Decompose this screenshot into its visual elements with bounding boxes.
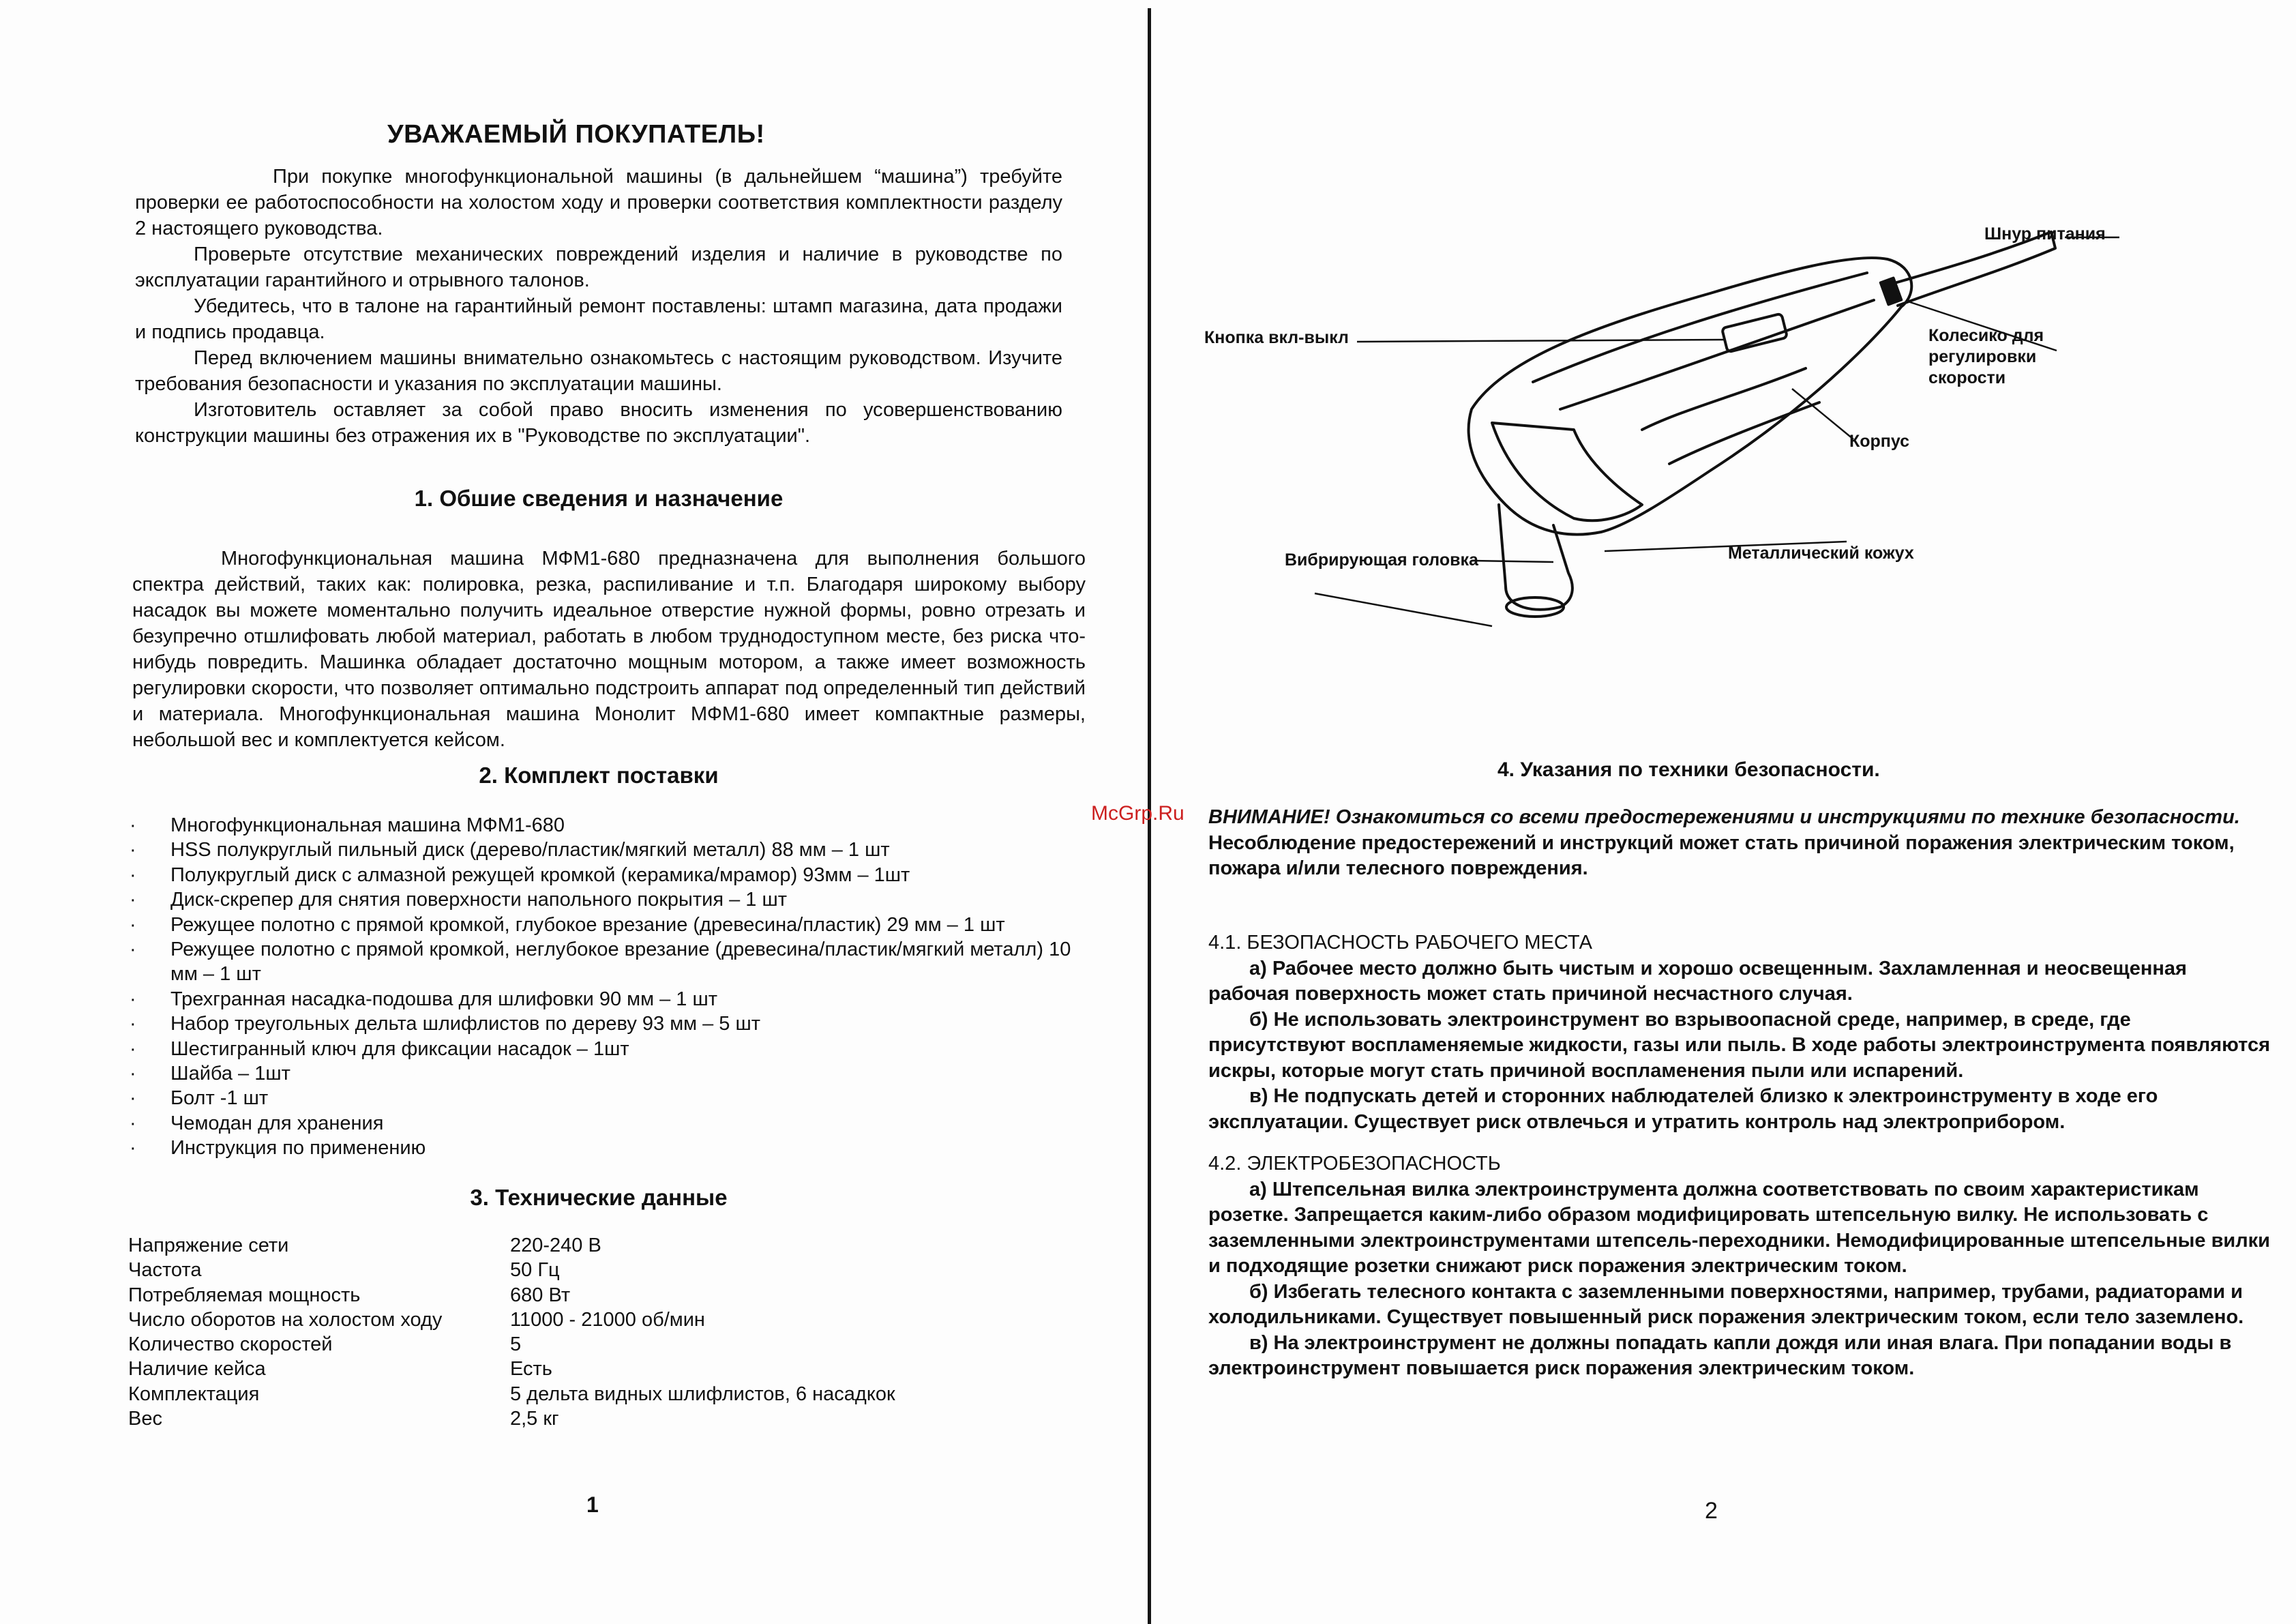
kit-item: · Многофункциональная машина МФМ1-680 [130, 813, 1084, 838]
section-4-2-title: 4.2. ЭЛЕКТРОБЕЗОПАСНОСТЬ [1208, 1153, 1501, 1175]
section-3-title: 3. Технические данные [470, 1185, 728, 1210]
kit-item: · Диск-скрепер для снятия поверхности напольного покрытия – 1 шт [130, 887, 1084, 912]
kit-item: · Трехгранная насадка-подошва для шлифовки 90 мм – 1 шт [130, 987, 1084, 1012]
page-number: 1 [586, 1492, 599, 1517]
spec-row: Напряжение сети 220-240 В [128, 1235, 601, 1256]
callout-metal-cover: Металлический кожух [1728, 544, 1914, 563]
spec-row: Частота 50 Гц [128, 1259, 560, 1282]
intro-paragraph: Изготовитель оставляет за собой право вносить изменения по усовершенствованию конструкции машины без отражения их в "Руководстве по эксплуатации". [135, 399, 1062, 447]
kit-item: · Набор треугольных дельта шлифлистов по дереву 93 мм – 5 шт [130, 1012, 1084, 1036]
section-1-text: Многофункциональная машина МФМ1-680 предназначена для выполнения большого спектра действий, таких как: полировка, резка, распиливание и т.п. Благодаря широкому выбору насадок вы можете моментально получить идеальное отверстие нужной формы, ровно отрезать и безупречно отшлифовать любой материал, работать в любом труднодоступном месте, без риска что-нибудь повредить. Машинка обладает достаточно мощным мотором, а также имеет возможность регулировки скорости, что позволяет оптимально подстроить аппарат под определенный тип действий и материала. Многофункциональная машина Монолит МФМ1-680 имеет компактные размеры, небольшой вес и комплектуется кейсом. [132, 548, 1086, 751]
callout-vibrating-head: Вибрирующая головка [1285, 550, 1478, 570]
watermark: McGrp.Ru [1091, 802, 1184, 825]
callout-body: Корпус [1849, 432, 1910, 451]
spec-table [128, 1233, 895, 1431]
spec-row: Потребляемая мощность 680 Вт [128, 1284, 571, 1306]
section-2-title: 2. Комплект поставки [479, 763, 719, 788]
kit-item: · Инструкция по применению [130, 1136, 1084, 1160]
warning-block [1208, 805, 2272, 882]
page-2 [1091, 0, 2296, 1624]
callout-speed-wheel: Колесико для регулировки скорости [1928, 326, 2044, 387]
kit-item: · Шестигранный ключ для фиксации насадок – 1шт [130, 1037, 1084, 1061]
section-4-2-item: б) Избегать телесного контакта с заземленными поверхностями, например, трубами, радиаторами и холодильниками. Существует повышенный риск поражения электрическим током, если тело заземлено. [1208, 1280, 2244, 1328]
spec-row: Комплектация 5 дельта видных шлифлистов, 6 насадкок [128, 1383, 895, 1405]
intro-paragraph: При покупке многофункциональной машины (в дальнейшем “машина”) требуйте проверки ее работоспособности на холостом ходу и проверки соответствия комплектности разделу 2 настоящего руководства. [135, 166, 1062, 239]
section-4-2-block [1208, 1151, 2272, 1382]
page-number: 2 [1705, 1498, 1718, 1524]
metal-cover [1492, 423, 1642, 520]
section-4-1-item: б) Не использовать электроинструмент во взрывоопасной среде, например, в среде, где присутствуют воспламеняемые жидкости, газы или пыль. В ходе работы электроинструмента появляются искры, которые могут стать причиной воспламенения пыли или испарений. [1208, 1008, 2271, 1082]
tool-illustration [1151, 205, 2296, 682]
spec-row: Количество скоростей 5 [128, 1333, 522, 1356]
kit-item: · Болт -1 шт [130, 1086, 1084, 1110]
section-4-1-item: в) Не подпускать детей и сторонних наблюдателей близко к электроинструменту в ходе его эксплуатации. Существует риск отвлечься и утратить контроль над электроприбором. [1208, 1085, 2158, 1133]
section-4-title: 4. Указания по техники безопасности. [1497, 758, 1880, 781]
section-4-2-item: а) Штепсельная вилка электроинструмента должна соответствовать по своим характеристикам розетке. Запрещается каким-либо образом модифицировать штепсельную вилку. Не использовать с заземленными электроинструментами штепсель-переходники. Немодифицированные штепсельные вилки и подходящие розетки снижают риск поражения электрическим током. [1208, 1178, 2270, 1277]
warning-text: ВНИМАНИЕ! Ознакомиться со всеми предостережениями и инструкциями по технике безопасности. [1208, 806, 2240, 828]
kit-list [130, 813, 1084, 1161]
spec-row: Вес 2,5 кг [128, 1408, 559, 1430]
kit-item: · Шайба – 1шт [130, 1061, 1084, 1086]
callout-on-off-switch: Кнопка вкл-выкл [1204, 328, 1349, 347]
warning-consequence-text: Несоблюдение предостережений и инструкций может стать причиной поражения электрическим током, пожара и/или телесного повреждения. [1208, 831, 2235, 879]
section-4-2-item: в) На электроинструмент не должны попадать капли дождя или иная влага. При попадании воды в электроинструмент повышается риск поражения электрическим током. [1208, 1331, 2232, 1379]
section-1-text-block [132, 546, 1086, 753]
spec-row: Наличие кейса Есть [128, 1358, 552, 1381]
section-4-1-block [1208, 930, 2272, 1135]
kit-item: · Режущее полотно с прямой кромкой, неглубокое врезание (древесина/пластик/мягкий металл) 10 мм – 1 шт [130, 937, 1084, 987]
section-4-1-title: 4.1. БЕЗОПАСНОСТЬ РАБОЧЕГО МЕСТА [1208, 932, 1592, 954]
page-title: УВАЖАЕМЫЙ ПОКУПАТЕЛЬ! [387, 120, 765, 149]
kit-item: · HSS полукруглый пильный диск (дерево/пластик/мягкий металл) 88 мм – 1 шт [130, 838, 1084, 862]
kit-list-block [130, 813, 1084, 1161]
spec-row: Число оборотов на холостом ходу 11000 - 21000 об/мин [128, 1308, 705, 1331]
kit-item: · Чемодан для хранения [130, 1111, 1084, 1136]
section-1-title: 1. Обшие сведения и назначение [414, 486, 784, 511]
intro-paragraph: Перед включением машины внимательно ознакомьтесь с настоящим руководством. Изучите требования безопасности и указания по эксплуатации машины. [135, 347, 1062, 395]
intro-paragraph: Проверьте отсутствие механических повреждений изделия и наличие в руководстве по эксплуатации гарантийного и отрывного талонов. [135, 243, 1062, 291]
vibrating-head [1499, 505, 1572, 610]
callout-power-cord: Шнур питания [1984, 224, 2106, 243]
intro-block [135, 164, 1062, 449]
section-4-1-item: а) Рабочее место должно быть чистым и хорошо освещенным. Захламленная и неосвещенная рабочая поверхность может стать причиной несчастного случая. [1208, 957, 2187, 1005]
intro-paragraph: Убедитесь, что в талоне на гарантийный ремонт поставлены: штамп магазина, дата продажи и подпись продавца. [135, 295, 1062, 343]
kit-item: · Полукруглый диск с алмазной режущей кромкой (керамика/мрамор) 93мм – 1шт [130, 863, 1084, 887]
kit-item: · Режущее полотно с прямой кромкой, глубокое врезание (древесина/пластик) 29 мм – 1 шт [130, 913, 1084, 937]
